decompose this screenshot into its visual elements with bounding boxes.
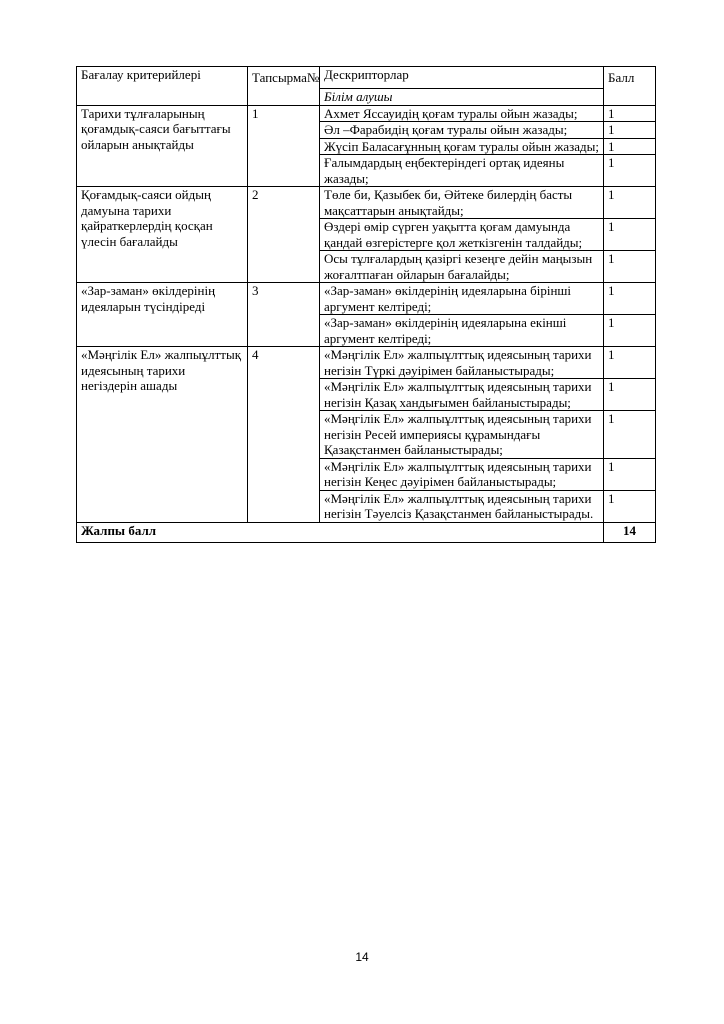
descriptor-cell: Төле би, Қазыбек би, Әйтеке билердің басты мақсаттарын анықтайды;: [320, 187, 604, 219]
score-cell: 1: [604, 458, 656, 490]
header-criteria: Бағалау критерийлері: [77, 67, 248, 106]
score-cell: 1: [604, 347, 656, 379]
table-row: [77, 283, 656, 315]
score-cell: 1: [604, 411, 656, 459]
descriptor-cell: «Мәңгілік Ел» жалпыұлттық идеясының тарихи негізін Қазақ хандығымен байланыстырады;: [320, 379, 604, 411]
criterion-cell: «Зар-заман» өкілдерінің идеяларын түсіндіреді: [77, 283, 248, 347]
page-number: 14: [355, 950, 369, 964]
table-row: [77, 105, 656, 122]
criterion-cell: «Мәңгілік Ел» жалпыұлттық идеясының тарихи негіздерін ашады: [77, 347, 248, 523]
descriptor-cell: Жүсіп Баласағұнның қоғам туралы ойын жазады;: [320, 138, 604, 155]
header-descriptors: Дескрипторлар: [320, 67, 604, 89]
descriptor-cell: Осы тұлғалардың қазіргі кезеңге дейін маңызын жоғалтпаған ойларын бағалайды;: [320, 251, 604, 283]
total-label: Жалпы балл: [77, 522, 604, 542]
header-score: Балл: [604, 67, 656, 106]
score-cell: 1: [604, 122, 656, 139]
score-cell: 1: [604, 138, 656, 155]
score-cell: 1: [604, 315, 656, 347]
table-row: [77, 187, 656, 219]
task-number-cell: 2: [248, 187, 320, 283]
rubric-body: [77, 105, 656, 522]
header-subtitle: Білім алушы: [320, 89, 604, 106]
score-cell: 1: [604, 105, 656, 122]
score-cell: 1: [604, 187, 656, 219]
descriptor-cell: Ғалымдардың еңбектеріндегі ортақ идеяны жазады;: [320, 155, 604, 187]
descriptor-cell: Өздері өмір сүрген уақытта қоғам дамуында қандай өзгерістерге қол жеткізгенін талдайды;: [320, 219, 604, 251]
total-row: [77, 522, 656, 542]
descriptor-cell: «Мәңгілік Ел» жалпыұлттық идеясының тарихи негізін Ресей империясы құрамындағы Қазақстанмен байланыстырады;: [320, 411, 604, 459]
descriptor-cell: Әл –Фарабидің қоғам туралы ойын жазады;: [320, 122, 604, 139]
header-task: Тапсырма№: [248, 67, 320, 106]
score-cell: 1: [604, 283, 656, 315]
total-score: 14: [604, 522, 656, 542]
criterion-cell: Тарихи тұлғаларының қоғамдық-саяси бағыттағы ойларын анықтайды: [77, 105, 248, 187]
table-row: [77, 347, 656, 379]
score-cell: 1: [604, 379, 656, 411]
score-cell: 1: [604, 251, 656, 283]
criterion-cell: Қоғамдық-саяси ойдың дамуына тарихи қайраткерлердің қосқан үлесін бағалайды: [77, 187, 248, 283]
descriptor-cell: «Мәңгілік Ел» жалпыұлттық идеясының тарихи негізін Кеңес дәуірімен байланыстырады;: [320, 458, 604, 490]
rubric-table: [76, 66, 656, 543]
descriptor-cell: «Зар-заман» өкілдерінің идеяларына екінші аргумент келтіреді;: [320, 315, 604, 347]
descriptor-cell: «Мәңгілік Ел» жалпыұлттық идеясының тарихи негізін Түркі дәуірімен байланыстырады;: [320, 347, 604, 379]
task-number-cell: 1: [248, 105, 320, 187]
score-cell: 1: [604, 490, 656, 522]
descriptor-cell: «Мәңгілік Ел» жалпыұлттық идеясының тарихи негізін Тәуелсіз Қазақстанмен байланыстырады.: [320, 490, 604, 522]
descriptor-cell: Ахмет Яссауидің қоғам туралы ойын жазады;: [320, 105, 604, 122]
task-number-cell: 4: [248, 347, 320, 523]
score-cell: 1: [604, 155, 656, 187]
descriptor-cell: «Зар-заман» өкілдерінің идеяларына бірінші аргумент келтіреді;: [320, 283, 604, 315]
score-cell: 1: [604, 219, 656, 251]
task-number-cell: 3: [248, 283, 320, 347]
